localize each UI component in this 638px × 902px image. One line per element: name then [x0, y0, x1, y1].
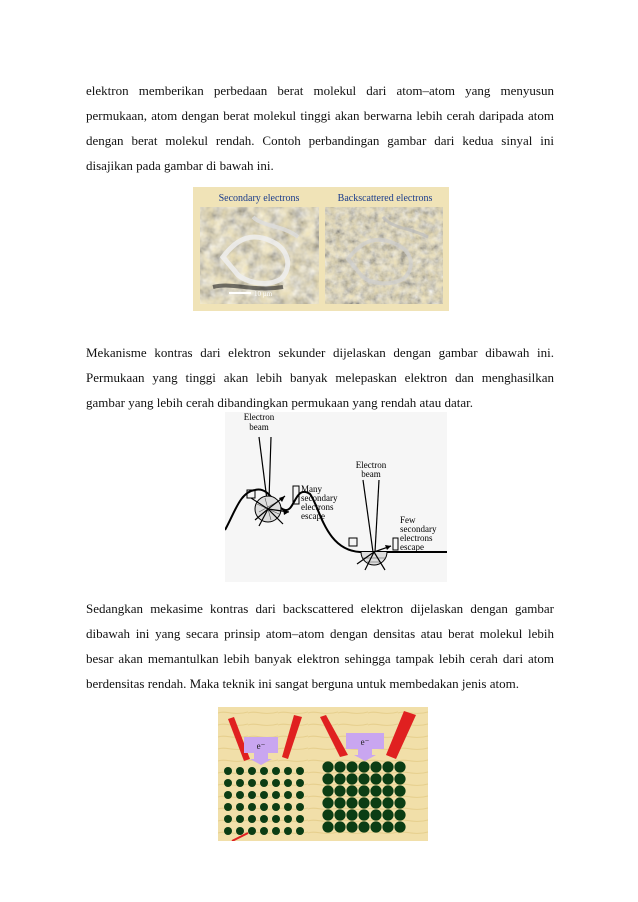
atom — [296, 779, 304, 787]
atom — [346, 809, 357, 820]
beam2-label-1: Electron — [355, 460, 387, 470]
electron-label-left: e⁻ — [256, 741, 266, 751]
atom — [322, 773, 333, 784]
atom — [284, 827, 292, 835]
atom — [370, 785, 381, 796]
atom — [248, 767, 256, 775]
atom — [284, 815, 292, 823]
atom — [322, 761, 333, 772]
atom — [248, 815, 256, 823]
atom — [358, 821, 369, 832]
many-label-4: escape — [301, 511, 325, 521]
atom — [236, 779, 244, 787]
atom — [382, 785, 393, 796]
atom — [394, 821, 405, 832]
atom — [260, 803, 268, 811]
atom — [358, 785, 369, 796]
atom — [248, 827, 256, 835]
sem-image-secondary — [200, 207, 319, 304]
atom — [272, 767, 280, 775]
atom — [284, 803, 292, 811]
atom — [370, 821, 381, 832]
beam2-label-2: beam — [361, 469, 381, 479]
atom — [394, 773, 405, 784]
atom — [224, 827, 232, 835]
atom — [346, 785, 357, 796]
many-label-3: electrons — [301, 502, 334, 512]
atom — [248, 803, 256, 811]
atom — [260, 767, 268, 775]
atom — [260, 815, 268, 823]
atom — [296, 815, 304, 823]
atom — [284, 791, 292, 799]
atom — [236, 815, 244, 823]
sem-image-backscattered — [325, 207, 443, 304]
atom — [370, 761, 381, 772]
atom — [224, 767, 232, 775]
atom — [284, 779, 292, 787]
atom — [272, 827, 280, 835]
atom — [248, 791, 256, 799]
atom — [394, 797, 405, 808]
atom — [322, 797, 333, 808]
atom — [346, 761, 357, 772]
atom — [272, 791, 280, 799]
atom — [370, 773, 381, 784]
atom — [236, 827, 244, 835]
atom — [272, 803, 280, 811]
atom — [248, 779, 256, 787]
atom — [394, 761, 405, 772]
sem-label-backscattered: Backscattered electrons — [337, 193, 433, 204]
electron-beam-2 — [363, 480, 379, 552]
atom — [322, 821, 333, 832]
paragraph-intro: elektron memberikan perbedaan berat molekul dari atom–atom yang menyusun permukaan, atom dengan berat molekul tinggi akan berwarna lebih cerah daripada atom dengan berat molekul rendah. Contoh perbandingan gambar dari kedua sinyal ini disajikan pada gambar di bawah ini. — [86, 83, 554, 173]
atom — [334, 797, 345, 808]
sem-comparison-figure — [193, 187, 449, 311]
paragraph-backscatter-mechanism: Sedangkan mekasime kontras dari backscattered elektron dijelaskan dengan gambar dibawah ini yang secara prinsip atom–atom dengan densitas atau berat molekul lebih besar akan memantulkan lebih banyak elektron sehingga tampak lebih cerah dari atom berdensitas rendah. Maka teknik ini sangat berguna untuk membedakan jenis atom. — [86, 601, 554, 691]
atom — [296, 827, 304, 835]
atom — [296, 767, 304, 775]
atom — [334, 761, 345, 772]
atom — [322, 809, 333, 820]
atom — [224, 803, 232, 811]
atom — [224, 791, 232, 799]
atom — [236, 791, 244, 799]
atom — [236, 803, 244, 811]
backscattered-electron-diagram — [218, 707, 428, 841]
few-label-4: escape — [400, 542, 424, 552]
atom — [358, 797, 369, 808]
atom — [346, 773, 357, 784]
atom — [370, 809, 381, 820]
atom — [358, 809, 369, 820]
atom — [224, 815, 232, 823]
atom — [296, 803, 304, 811]
atom — [334, 821, 345, 832]
atom — [382, 821, 393, 832]
atom — [334, 773, 345, 784]
scale-bar-label: 10 µm — [254, 290, 273, 298]
atom — [394, 785, 405, 796]
paragraph-secondary-mechanism: Mekanisme kontras dari elektron sekunder dijelaskan dengan gambar dibawah ini. Permukaan yang tinggi akan lebih banyak melepaskan elektron dan menghasilkan gambar yang lebih cerah dibandingkan permukaan yang rendah atau datar. — [86, 345, 554, 410]
few-label-1: Few — [400, 515, 416, 525]
electron-label-right: e⁻ — [360, 737, 370, 747]
few-label-3: electrons — [400, 533, 433, 543]
beam1-label-1: Electron — [243, 412, 275, 422]
atom — [346, 821, 357, 832]
atom — [358, 773, 369, 784]
few-label-2: secondary — [400, 524, 437, 534]
atom — [224, 779, 232, 787]
atom — [382, 773, 393, 784]
secondary-electron-contrast-diagram — [225, 412, 447, 582]
atom — [284, 767, 292, 775]
sem-label-secondary: Secondary electrons — [218, 193, 300, 204]
atom — [260, 791, 268, 799]
atom — [358, 761, 369, 772]
atom — [370, 797, 381, 808]
atom — [346, 797, 357, 808]
atom — [394, 809, 405, 820]
atom — [382, 797, 393, 808]
atom — [382, 809, 393, 820]
many-label-2: secondary — [301, 493, 338, 503]
atom — [272, 779, 280, 787]
atom — [382, 761, 393, 772]
many-label-1: Many — [301, 484, 322, 494]
atom — [296, 791, 304, 799]
atom — [260, 779, 268, 787]
atom — [272, 815, 280, 823]
beam1-label-2: beam — [249, 422, 269, 432]
atom — [334, 809, 345, 820]
interaction-volume-2 — [349, 538, 391, 570]
atom — [322, 785, 333, 796]
atom — [260, 827, 268, 835]
atom — [236, 767, 244, 775]
atom — [334, 785, 345, 796]
